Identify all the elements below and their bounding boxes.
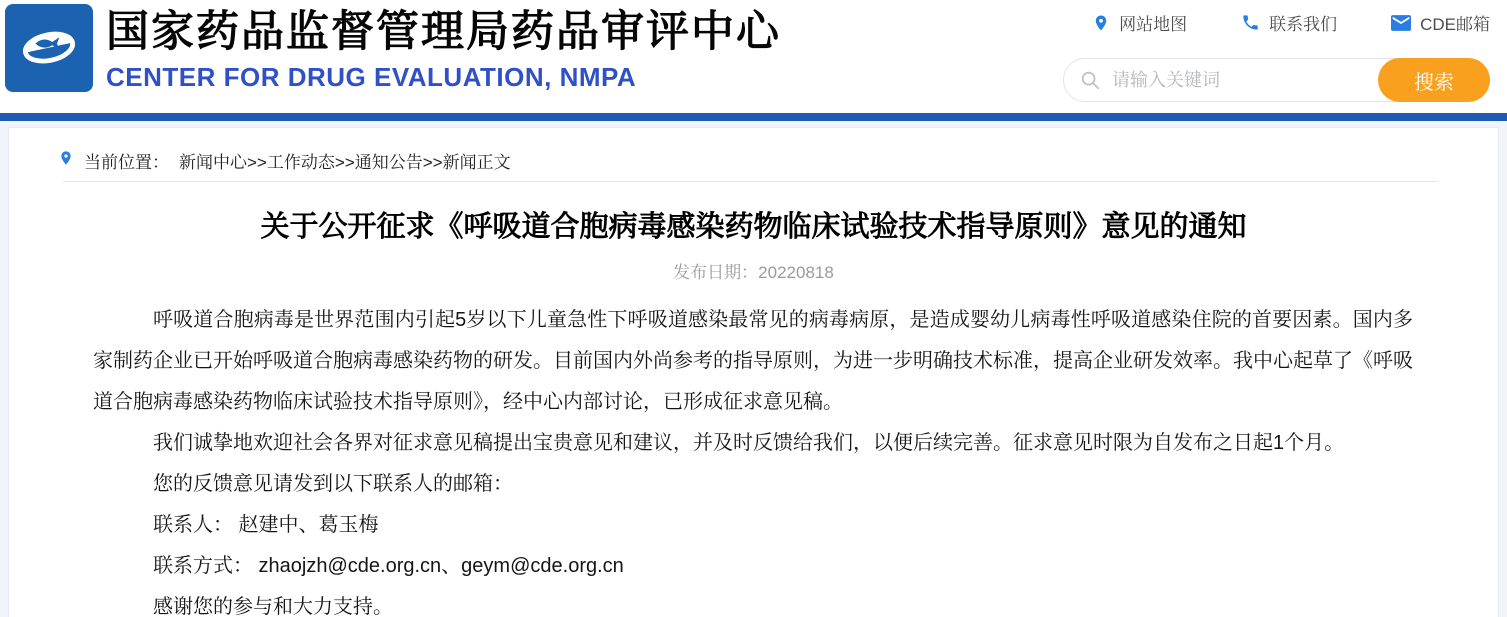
article-title: 关于公开征求《呼吸道合胞病毒感染药物临床试验技术指导原则》意见的通知 bbox=[260, 211, 1247, 243]
article-paragraph: 呼吸道合胞病毒是世界范围内引起5岁以下儿童急性下呼吸道感染最常见的病毒病原，是造成婴幼儿病毒性呼吸道感染住院的首要因素。国内多家制药企业已开始呼吸道合胞病毒感染药物的研发。目前国内外尚参考的指导原则，为进一步明确技术标准，提高企业研发效率。我中心起草了《呼吸道合胞病毒感染药物临床试验技术指导原则》，经中心内部讨论，已形成征求意见稿。 bbox=[93, 309, 1413, 413]
header-quick-links bbox=[1092, 10, 1490, 35]
link-sitemap[interactable] bbox=[1092, 10, 1187, 35]
link-cde-mail[interactable] bbox=[1391, 10, 1490, 35]
link-contact-us[interactable] bbox=[1241, 10, 1337, 35]
link-contact-us-label: 联系我们 bbox=[1269, 15, 1338, 34]
article-paragraph: 我们诚挚地欢迎社会各界对征求意见稿提出宝贵意见和建议，并及时反馈给我们，以便后续完善。征求意见时限为自发布之日起1个月。 bbox=[153, 432, 1345, 454]
cde-logo-emblem-icon bbox=[13, 10, 85, 87]
article-paragraph-emails: 联系方式： zhaojzh@cde.org.cn、geym@cde.org.cn bbox=[153, 555, 624, 577]
envelope-icon bbox=[1391, 15, 1411, 31]
header-divider-bar bbox=[0, 113, 1507, 121]
article-publish-date: 发布日期：20220818 bbox=[673, 263, 834, 282]
article-body bbox=[93, 300, 1413, 617]
search-button[interactable]: 搜索 bbox=[1378, 58, 1490, 102]
cde-logo[interactable] bbox=[5, 4, 93, 92]
brand-title-cn: 国家药品监督管理局药品审评中心 bbox=[106, 8, 781, 56]
site-search bbox=[1063, 58, 1490, 102]
brand-title-en: CENTER FOR DRUG EVALUATION, NMPA bbox=[106, 62, 637, 92]
location-pin-icon bbox=[1092, 12, 1110, 34]
phone-icon bbox=[1241, 13, 1260, 32]
breadcrumb-pin-icon bbox=[58, 148, 74, 173]
breadcrumb bbox=[9, 128, 1498, 175]
link-cde-mail-label: CDE邮箱 bbox=[1420, 15, 1490, 34]
article-paragraph: 感谢您的参与和大力支持。 bbox=[153, 596, 393, 617]
site-header bbox=[0, 0, 1507, 113]
breadcrumb-label: 当前位置： bbox=[84, 152, 169, 172]
content-card bbox=[8, 127, 1499, 617]
brand-block bbox=[106, 8, 781, 93]
breadcrumb-divider bbox=[63, 181, 1438, 182]
link-sitemap-label: 网站地图 bbox=[1119, 15, 1188, 34]
article-paragraph-contacts: 联系人： 赵建中、葛玉梅 bbox=[153, 514, 379, 536]
breadcrumb-path[interactable]: 新闻中心>>工作动态>>通知公告>>新闻正文 bbox=[179, 152, 511, 172]
article-paragraph: 您的反馈意见请发到以下联系人的邮箱： bbox=[153, 473, 513, 495]
